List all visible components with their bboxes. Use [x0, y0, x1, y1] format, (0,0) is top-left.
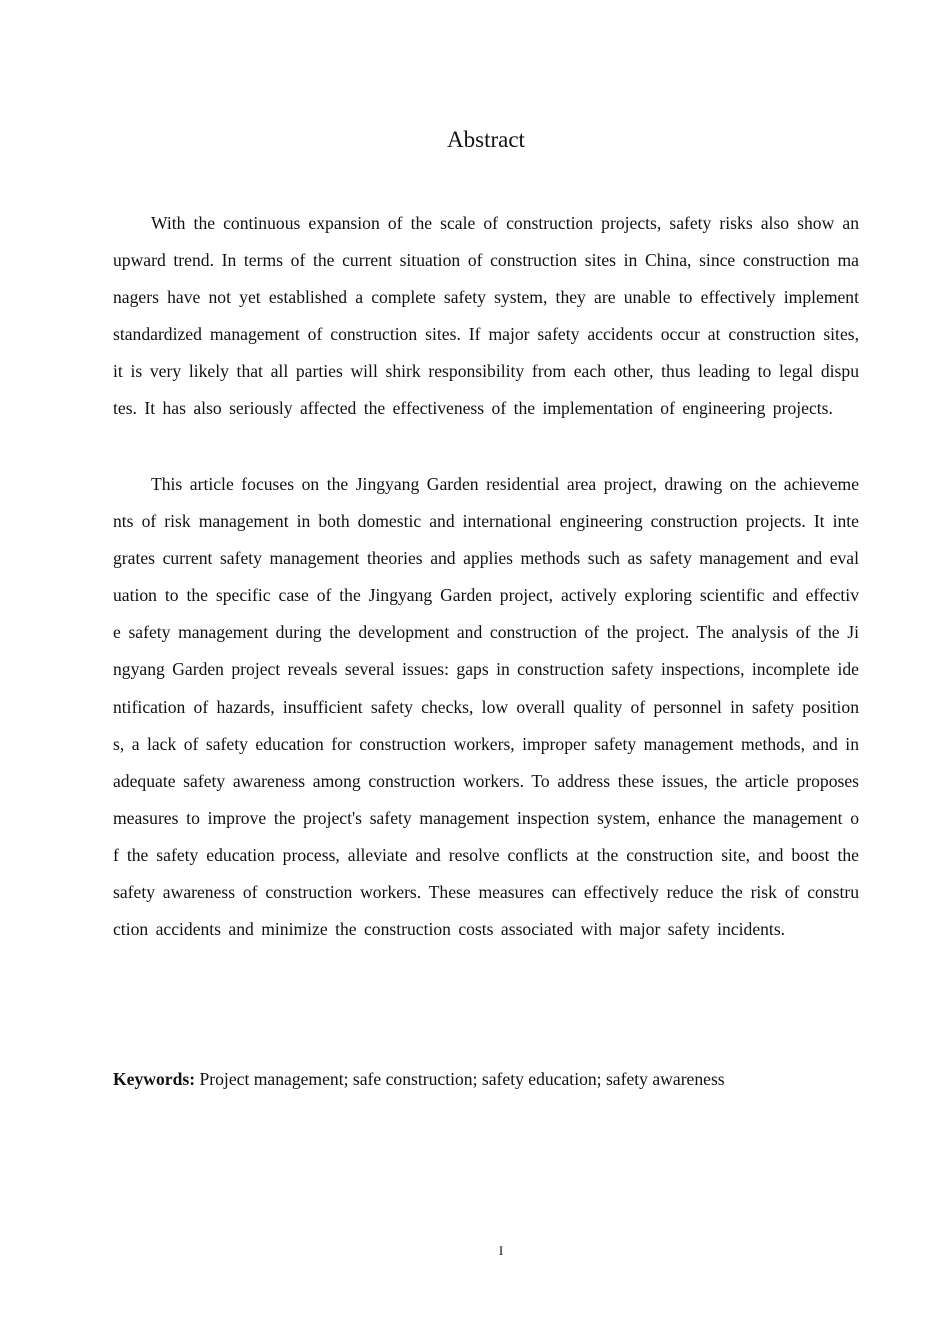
keywords-line	[113, 1065, 873, 1093]
keywords-label: Keywords:	[113, 1069, 196, 1089]
page-title: Abstract	[447, 127, 525, 152]
abstract-paragraph-2: This article focuses on the Jingyang Garden residential area project, drawing on the achievements of risk management in both domestic and international engineering construction projects. It integrates current safety management theories and applies methods such as safety management and evaluation to the specific case of the Jingyang Garden project, actively exploring scientific and effective safety management during the development and construction of the project. The analysis of the Jingyang Garden project reveals several issues: gaps in construction safety inspections, incomplete identification of hazards, insufficient safety checks, low overall quality of personnel in safety positions, a lack of safety education for construction workers, improper safety management methods, and inadequate safety awareness among construction workers. To address these issues, the article proposes measures to improve the project's safety management inspection system, enhance the management of the safety education process, alleviate and resolve conflicts at the construction site, and boost the safety awareness of construction workers. These measures can effectively reduce the risk of construction accidents and minimize the construction costs associated with major safety incidents.	[113, 474, 859, 940]
abstract-paragraph-1: With the continuous expansion of the scale of construction projects, safety risks also show an upward trend. In terms of the current situation of construction sites in China, since construction managers have not yet established a complete safety system, they are unable to effectively implement standardized management of construction sites. If major safety accidents occur at construction sites, it is very likely that all parties will shirk responsibility from each other, thus leading to legal disputes. It has also seriously affected the effectiveness of the implementation of engineering projects.	[113, 213, 859, 419]
page-number: I	[498, 1243, 504, 1258]
keywords-text: Project management; safe construction; safety education; safety awareness	[195, 1069, 725, 1089]
